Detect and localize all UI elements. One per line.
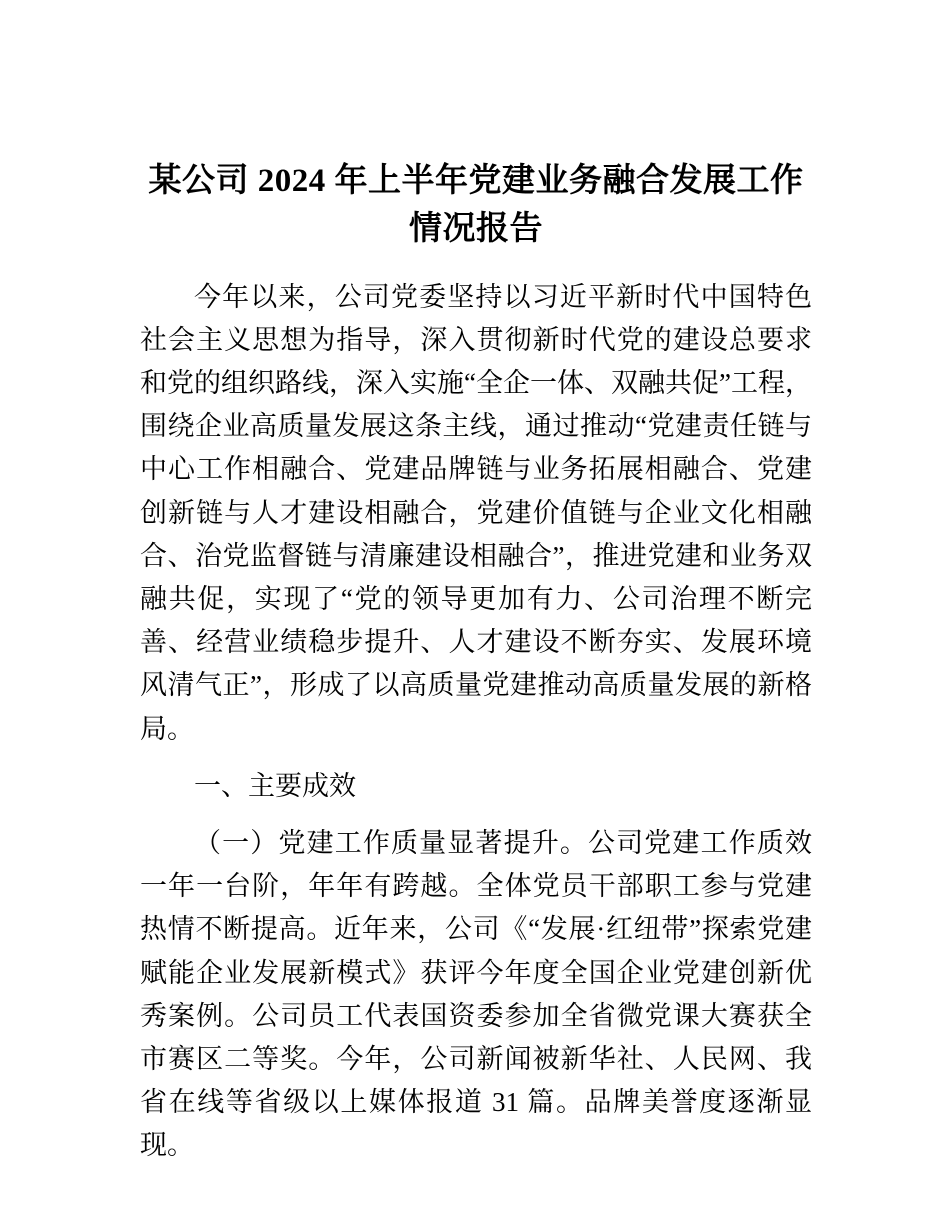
document-title: 某公司 2024 年上半年党建业务融合发展工作情况报告 bbox=[148, 163, 804, 247]
intro-paragraph: 今年以来，公司党委坚持以习近平新时代中国特色社会主义思想为指导，深入贯彻新时代党的建设总要求和党的组织路线，深入实施“全企一体、双融共促”工程，围绕企业高质量发展这条主线，通过推动“党建责任链与中心工作相融合、党建品牌链与业务拓展相融合、党建创新链与人才建设相融合，党建价值链与企业文化相融合、治党监督链与清廉建设相融合”，推进党建和业务双融共促，实现了“党的领导更加有力、公司治理不断完善、经营业绩稳步提升、人才建设不断夯实、发展环境风清气正”，形成了以高质量党建推动高质量发展的新格局。 bbox=[140, 281, 812, 744]
section-heading-main-achievements: 一、主要成效 bbox=[194, 770, 356, 801]
section-1-paragraph: （一）党建工作质量显著提升。公司党建工作质效一年一台阶，年年有跨越。全体党员干部职工参与党建热情不断提高。近年来，公司《“发展·红纽带”探索党建赋能企业发展新模式》获评今年度全国企业党建创新优秀案例。公司员工代表国资委参加全省微党课大赛获全市赛区二等奖。今年，公司新闻被新华社、人民网、我省在线等省级以上媒体报道 31 篇。品牌美誉度逐渐显现。 bbox=[140, 827, 812, 1161]
